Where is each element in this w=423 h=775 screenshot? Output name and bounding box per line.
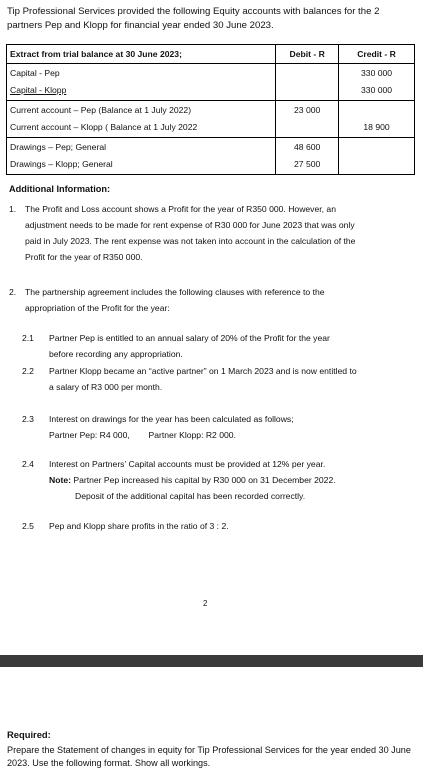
info-item-1 — [9, 201, 414, 269]
item-2-line: The partnership agreement includes the following clauses with reference to the — [25, 287, 325, 297]
trial-balance-table — [6, 44, 415, 175]
debit-current-pep: 23 000 — [294, 105, 321, 115]
clause-2-5-number: 2.5 — [22, 521, 34, 531]
credit-current-klopp: 18 900 — [363, 122, 390, 132]
page-number: 2 — [203, 599, 208, 608]
clause-2-1-number: 2.1 — [22, 333, 34, 343]
label-drawings-pep: Drawings – Pep; General — [10, 142, 107, 152]
label-drawings-klopp: Drawings – Klopp; General — [10, 159, 113, 169]
clause-2-3-number: 2.3 — [22, 414, 34, 424]
clause-2-4-note-label: Note: — [49, 475, 71, 485]
label-capital-klopp: Capital - Klopp — [10, 85, 67, 95]
clause-2-3-pep: Partner Pep: R4 000, — [49, 430, 130, 440]
required-text: Prepare the Statement of changes in equity for Tip Professional Services for the year ended 30 June 2023. Use the following format. Show all workings. — [7, 745, 411, 768]
clause-2-2-line: a salary of R3 000 per month. — [49, 382, 163, 392]
clause-2-1-line: Partner Pep is entitled to an annual salary of 20% of the Profit for the year — [49, 333, 330, 343]
debit-current-klopp — [279, 119, 335, 136]
clause-2-4-note-text: Partner Pep increased his capital by R30 000 on 31 December 2022. — [70, 475, 336, 485]
clause-2-2 — [22, 363, 402, 397]
credit-drawings-klopp — [342, 156, 411, 173]
item-1-line: adjustment needs to be made for rent expense of R30 000 for June 2023 that was only — [25, 220, 355, 230]
label-current-klopp: Current account – Klopp ( Balance at 1 July 2022 — [10, 122, 198, 132]
clause-2-4-line: Deposit of the additional capital has been recorded correctly. — [75, 491, 306, 501]
table-row-capital — [7, 64, 415, 101]
item-1-line: paid in July 2023. The rent expense was not taken into account in the calculation of the — [25, 236, 356, 246]
clause-2-2-number: 2.2 — [22, 366, 34, 376]
clause-2-5-line: Pep and Klopp share profits in the ratio of 3 : 2. — [49, 521, 229, 531]
header-extract: Extract from trial balance at 30 June 2023; — [7, 45, 276, 64]
info-item-2 — [9, 284, 414, 318]
clause-2-3 — [22, 411, 402, 445]
clause-2-1 — [22, 330, 402, 364]
intro-paragraph: Tip Professional Services provided the following Equity accounts with balances for the 2 partners Pep and Klopp for financial year ended 30 June 2023. — [7, 6, 380, 31]
debit-drawings-klopp: 27 500 — [294, 159, 321, 169]
clause-2-3-klopp: Partner Klopp: R2 000. — [148, 430, 236, 440]
credit-capital-klopp: 330 000 — [361, 85, 393, 95]
clause-2-4-number: 2.4 — [22, 459, 34, 469]
item-2-line: appropriation of the Profit for the year: — [25, 303, 170, 313]
label-current-pep: Current account – Pep (Balance at 1 July 2022) — [10, 105, 192, 115]
debit-capital-pep — [279, 65, 335, 82]
item-2-number: 2. — [9, 287, 17, 297]
clause-2-1-line: before recording any appropriation. — [49, 349, 183, 359]
item-1-number: 1. — [9, 204, 17, 214]
header-debit: Debit - R — [276, 45, 339, 64]
debit-drawings-pep: 48 600 — [294, 142, 321, 152]
page-divider — [0, 655, 423, 667]
clause-2-2-line: Partner Klopp became an “active partner” on 1 March 2023 and is now entitled to — [49, 366, 357, 376]
header-credit: Credit - R — [339, 45, 415, 64]
label-capital-pep: Capital - Pep — [10, 68, 60, 78]
credit-capital-pep: 330 000 — [361, 68, 393, 78]
table-row-drawings — [7, 138, 415, 175]
item-1-line: The Profit and Loss account shows a Profit for the year of R350 000. However, an — [25, 204, 336, 214]
clause-2-4-line: Interest on Partners’ Capital accounts must be provided at 12% per year. — [49, 459, 326, 469]
table-header-row — [7, 45, 415, 64]
clause-2-5 — [22, 518, 402, 535]
debit-capital-klopp — [279, 82, 335, 99]
clause-2-4 — [22, 456, 402, 506]
additional-info-heading: Additional Information: — [9, 184, 111, 194]
clause-2-3-line: Interest on drawings for the year has been calculated as follows; — [49, 414, 294, 424]
item-1-line: Profit for the year of R350 000. — [25, 252, 143, 262]
credit-drawings-pep — [342, 139, 411, 156]
table-row-current — [7, 101, 415, 138]
credit-current-pep — [342, 102, 411, 119]
required-heading: Required: — [7, 729, 51, 740]
